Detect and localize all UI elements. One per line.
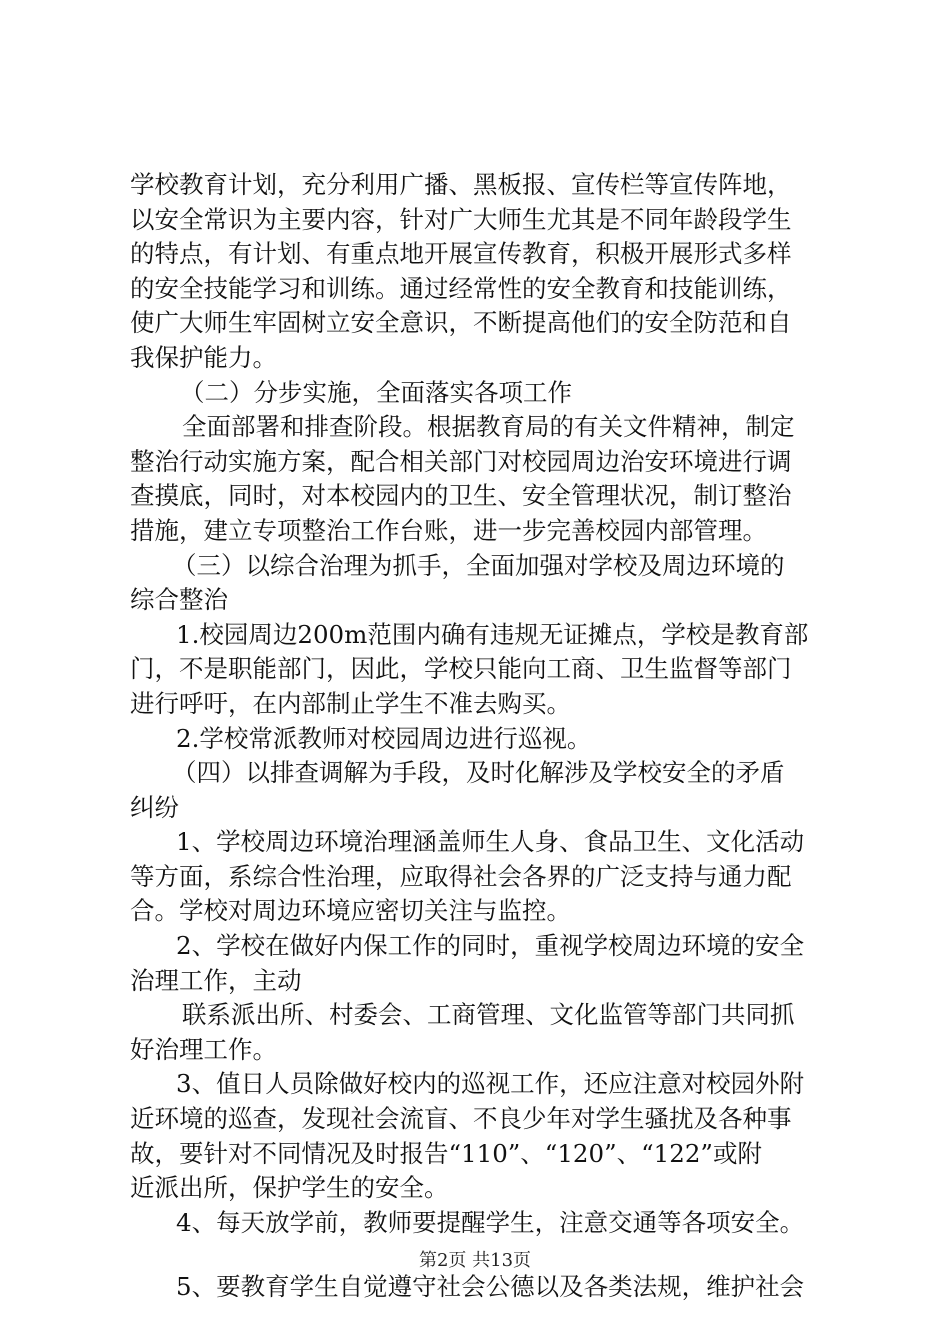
text-line: 2、学校在做好内保工作的同时，重视学校周边环境的安全 bbox=[176, 931, 805, 961]
text-line: 的特点，有计划、有重点地开展宣传教育，积极开展形式多样 bbox=[130, 239, 792, 269]
text-line: 2.学校常派教师对校园周边进行巡视。 bbox=[176, 723, 592, 753]
text-line: （二）分步实施，全面落实各项工作 bbox=[180, 377, 572, 407]
text-line: 的安全技能学习和训练。通过经常性的安全教育和技能训练， bbox=[130, 273, 792, 303]
text-line: 我保护能力。 bbox=[130, 342, 277, 372]
text-line: 近环境的巡查，发现社会流盲、不良少年对学生骚扰及各种事 bbox=[130, 1104, 792, 1134]
text-line: 综合整治 bbox=[130, 585, 228, 615]
text-line: 联系派出所、村委会、工商管理、文化监管等部门共同抓 bbox=[182, 1000, 795, 1030]
text-line: 纠纷 bbox=[130, 792, 179, 822]
text-line: （四）以排查调解为手段，及时化解涉及学校安全的矛盾 bbox=[172, 758, 785, 788]
text-line: 近派出所，保护学生的安全。 bbox=[130, 1173, 449, 1203]
text-line: 等方面，系综合性治理，应取得社会各界的广泛支持与通力配 bbox=[130, 861, 792, 891]
text-line: 进行呼吁，在内部制止学生不准去购买。 bbox=[130, 688, 571, 718]
text-line: 措施，建立专项整治工作台账，进一步完善校园内部管理。 bbox=[130, 515, 767, 545]
text-line: 5、要教育学生自觉遵守社会公德以及各类法规，维护社会 bbox=[176, 1272, 805, 1302]
page-footer: 第2页 共13页 bbox=[418, 1250, 532, 1271]
text-line: 查摸底，同时，对本校园内的卫生、安全管理状况，制订整治 bbox=[130, 481, 792, 511]
text-line: 3、值日人员除做好校内的巡视工作，还应注意对校园外附 bbox=[176, 1069, 805, 1099]
text-line: 1.校园周边200m范围内确有违规无证摊点，学校是教育部 bbox=[176, 619, 809, 649]
text-line: 1、学校周边环境治理涵盖师生人身、食品卫生、文化活动 bbox=[176, 827, 805, 857]
text-line: 治理工作，主动 bbox=[130, 965, 302, 995]
document-body bbox=[130, 168, 835, 1305]
text-line: 门，不是职能部门，因此，学校只能向工商、卫生监督等部门 bbox=[130, 654, 792, 684]
text-line: （三）以综合治理为抓手，全面加强对学校及周边环境的 bbox=[172, 550, 785, 580]
text-line: 以安全常识为主要内容，针对广大师生尤其是不同年龄段学生 bbox=[130, 204, 792, 234]
text-line: 全面部署和排查阶段。根据教育局的有关文件精神，制定 bbox=[182, 412, 795, 442]
text-line: 4、每天放学前，教师要提醒学生，注意交通等各项安全。 bbox=[176, 1207, 805, 1237]
text-line: 合。学校对周边环境应密切关注与监控。 bbox=[130, 896, 571, 926]
text-line: 整治行动实施方案，配合相关部门对校园周边治安环境进行调 bbox=[130, 446, 792, 476]
text-line: 使广大师生牢固树立安全意识，不断提高他们的安全防范和自 bbox=[130, 308, 792, 338]
text-line: 好治理工作。 bbox=[130, 1034, 277, 1064]
text-line: 学校教育计划，充分利用广播、黑板报、宣传栏等宣传阵地， bbox=[130, 170, 792, 199]
text-line: 故，要针对不同情况及时报告“110”、“120”、“122”或附 bbox=[130, 1138, 762, 1168]
